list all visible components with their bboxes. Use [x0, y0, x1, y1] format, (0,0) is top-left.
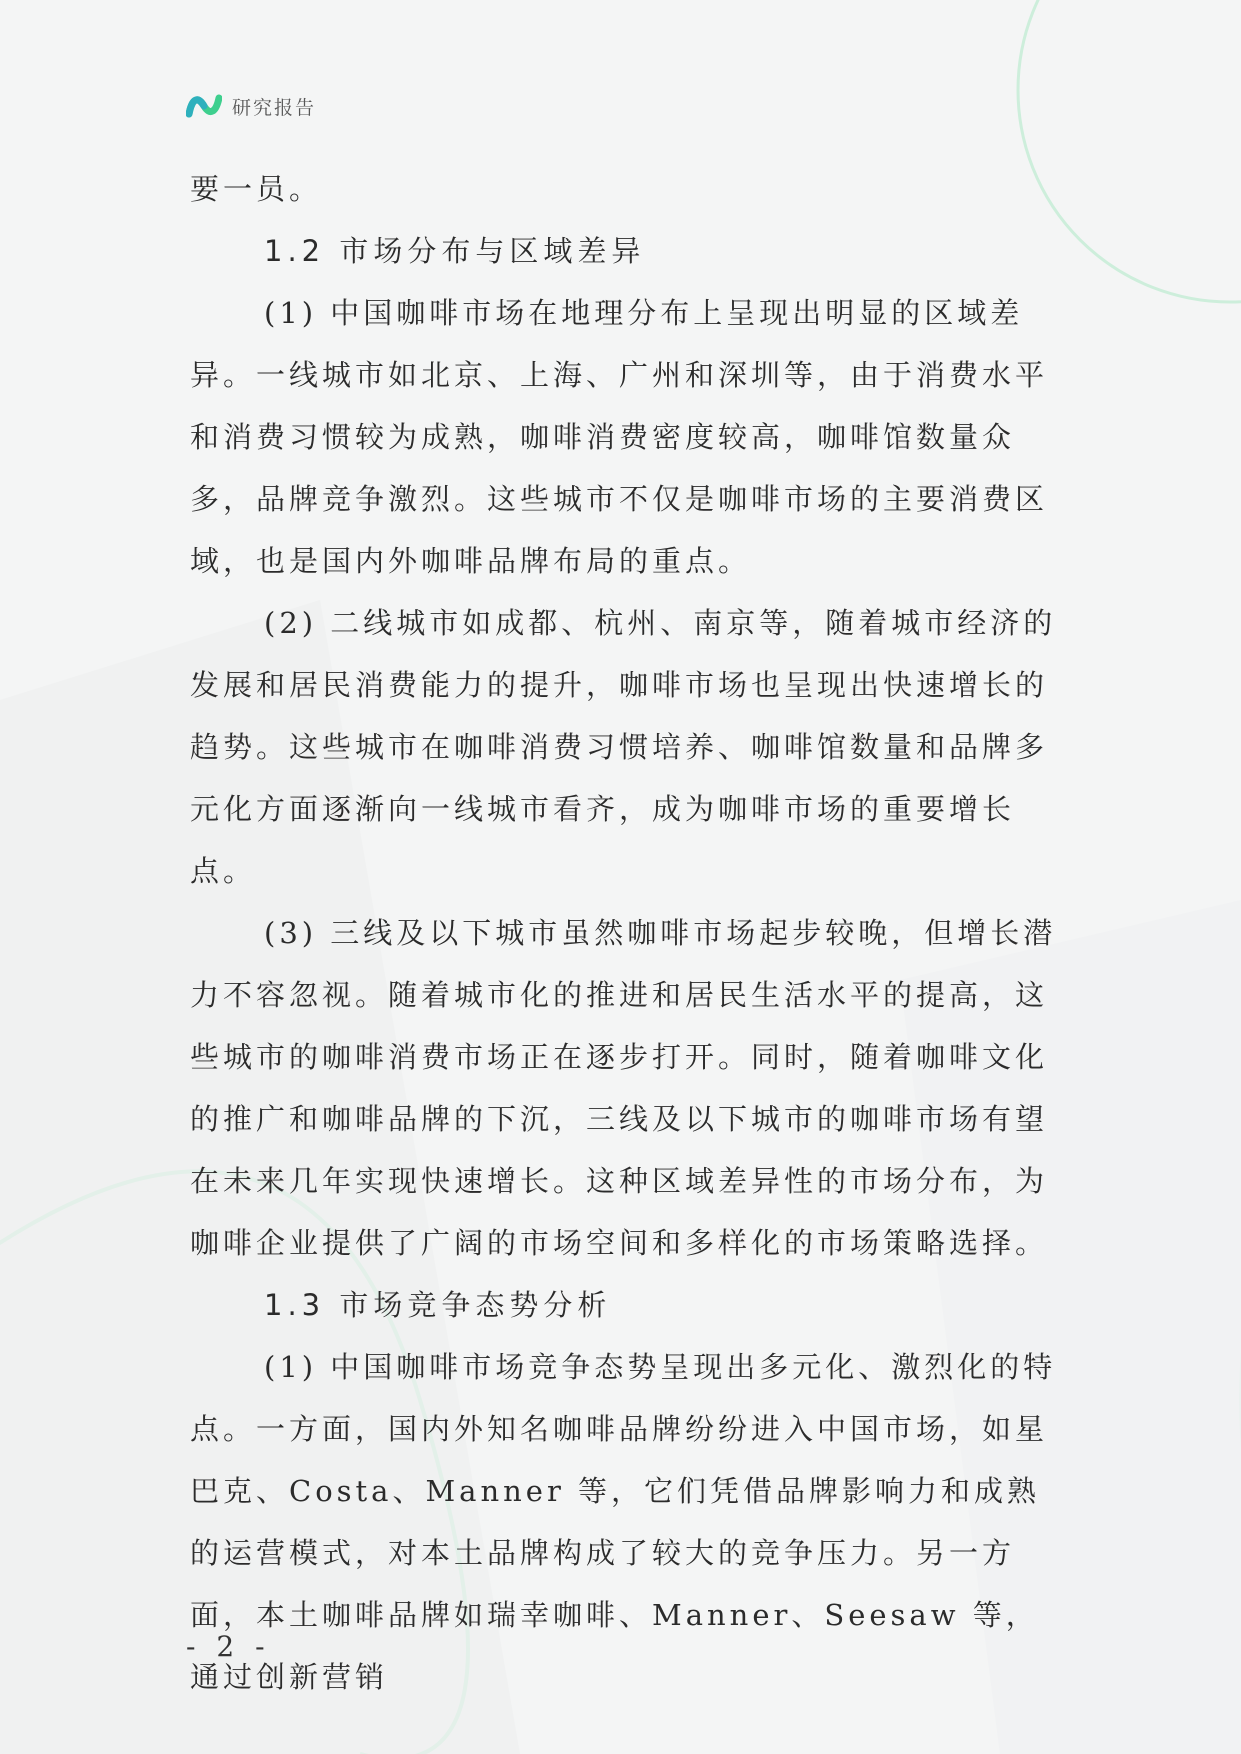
- brand-logo-icon: [186, 88, 222, 124]
- section-heading-1-3: 1.3 市场竞争态势分析: [264, 1288, 612, 1322]
- paragraph-4: (1) 中国咖啡市场竞争态势呈现出多元化、激烈化的特点。一方面，国内外知名咖啡品牌纷纷进入中国市场，如星巴克、Costa、Manner 等，它们凭借品牌影响力和成熟的运营模式，对本土品牌构成了较大的竞争压力。另一方面，本土咖啡品牌如瑞幸咖啡、Manner、Seesaw 等，通过创新营销: [190, 1350, 1057, 1694]
- paragraph-continuation: 要一员。: [190, 172, 323, 206]
- document-body: [190, 158, 1070, 1708]
- page-number: - 2 -: [186, 1630, 271, 1663]
- report-header: [186, 88, 316, 124]
- paragraph-1: (1) 中国咖啡市场在地理分布上呈现出明显的区域差异。一线城市如北京、上海、广州和深圳等，由于消费水平和消费习惯较为成熟，咖啡消费密度较高，咖啡馆数量众多，品牌竞争激烈。这些城市不仅是咖啡市场的主要消费区域，也是国内外咖啡品牌布局的重点。: [190, 296, 1049, 578]
- report-title: 研究报告: [232, 96, 317, 119]
- section-heading-1-2: 1.2 市场分布与区域差异: [264, 234, 646, 268]
- paragraph-2: (2) 二线城市如成都、杭州、南京等，随着城市经济的发展和居民消费能力的提升，咖啡市场也呈现出快速增长的趋势。这些城市在咖啡消费习惯培养、咖啡馆数量和品牌多元化方面逐渐向一线城市看齐，成为咖啡市场的重要增长点。: [190, 606, 1057, 888]
- paragraph-3: (3) 三线及以下城市虽然咖啡市场起步较晚，但增长潜力不容忽视。随着城市化的推进和居民生活水平的提高，这些城市的咖啡消费市场正在逐步打开。同时，随着咖啡文化的推广和咖啡品牌的下沉，三线及以下城市的咖啡市场有望在未来几年实现快速增长。这种区域差异性的市场分布，为咖啡企业提供了广阔的市场空间和多样化的市场策略选择。: [190, 916, 1057, 1260]
